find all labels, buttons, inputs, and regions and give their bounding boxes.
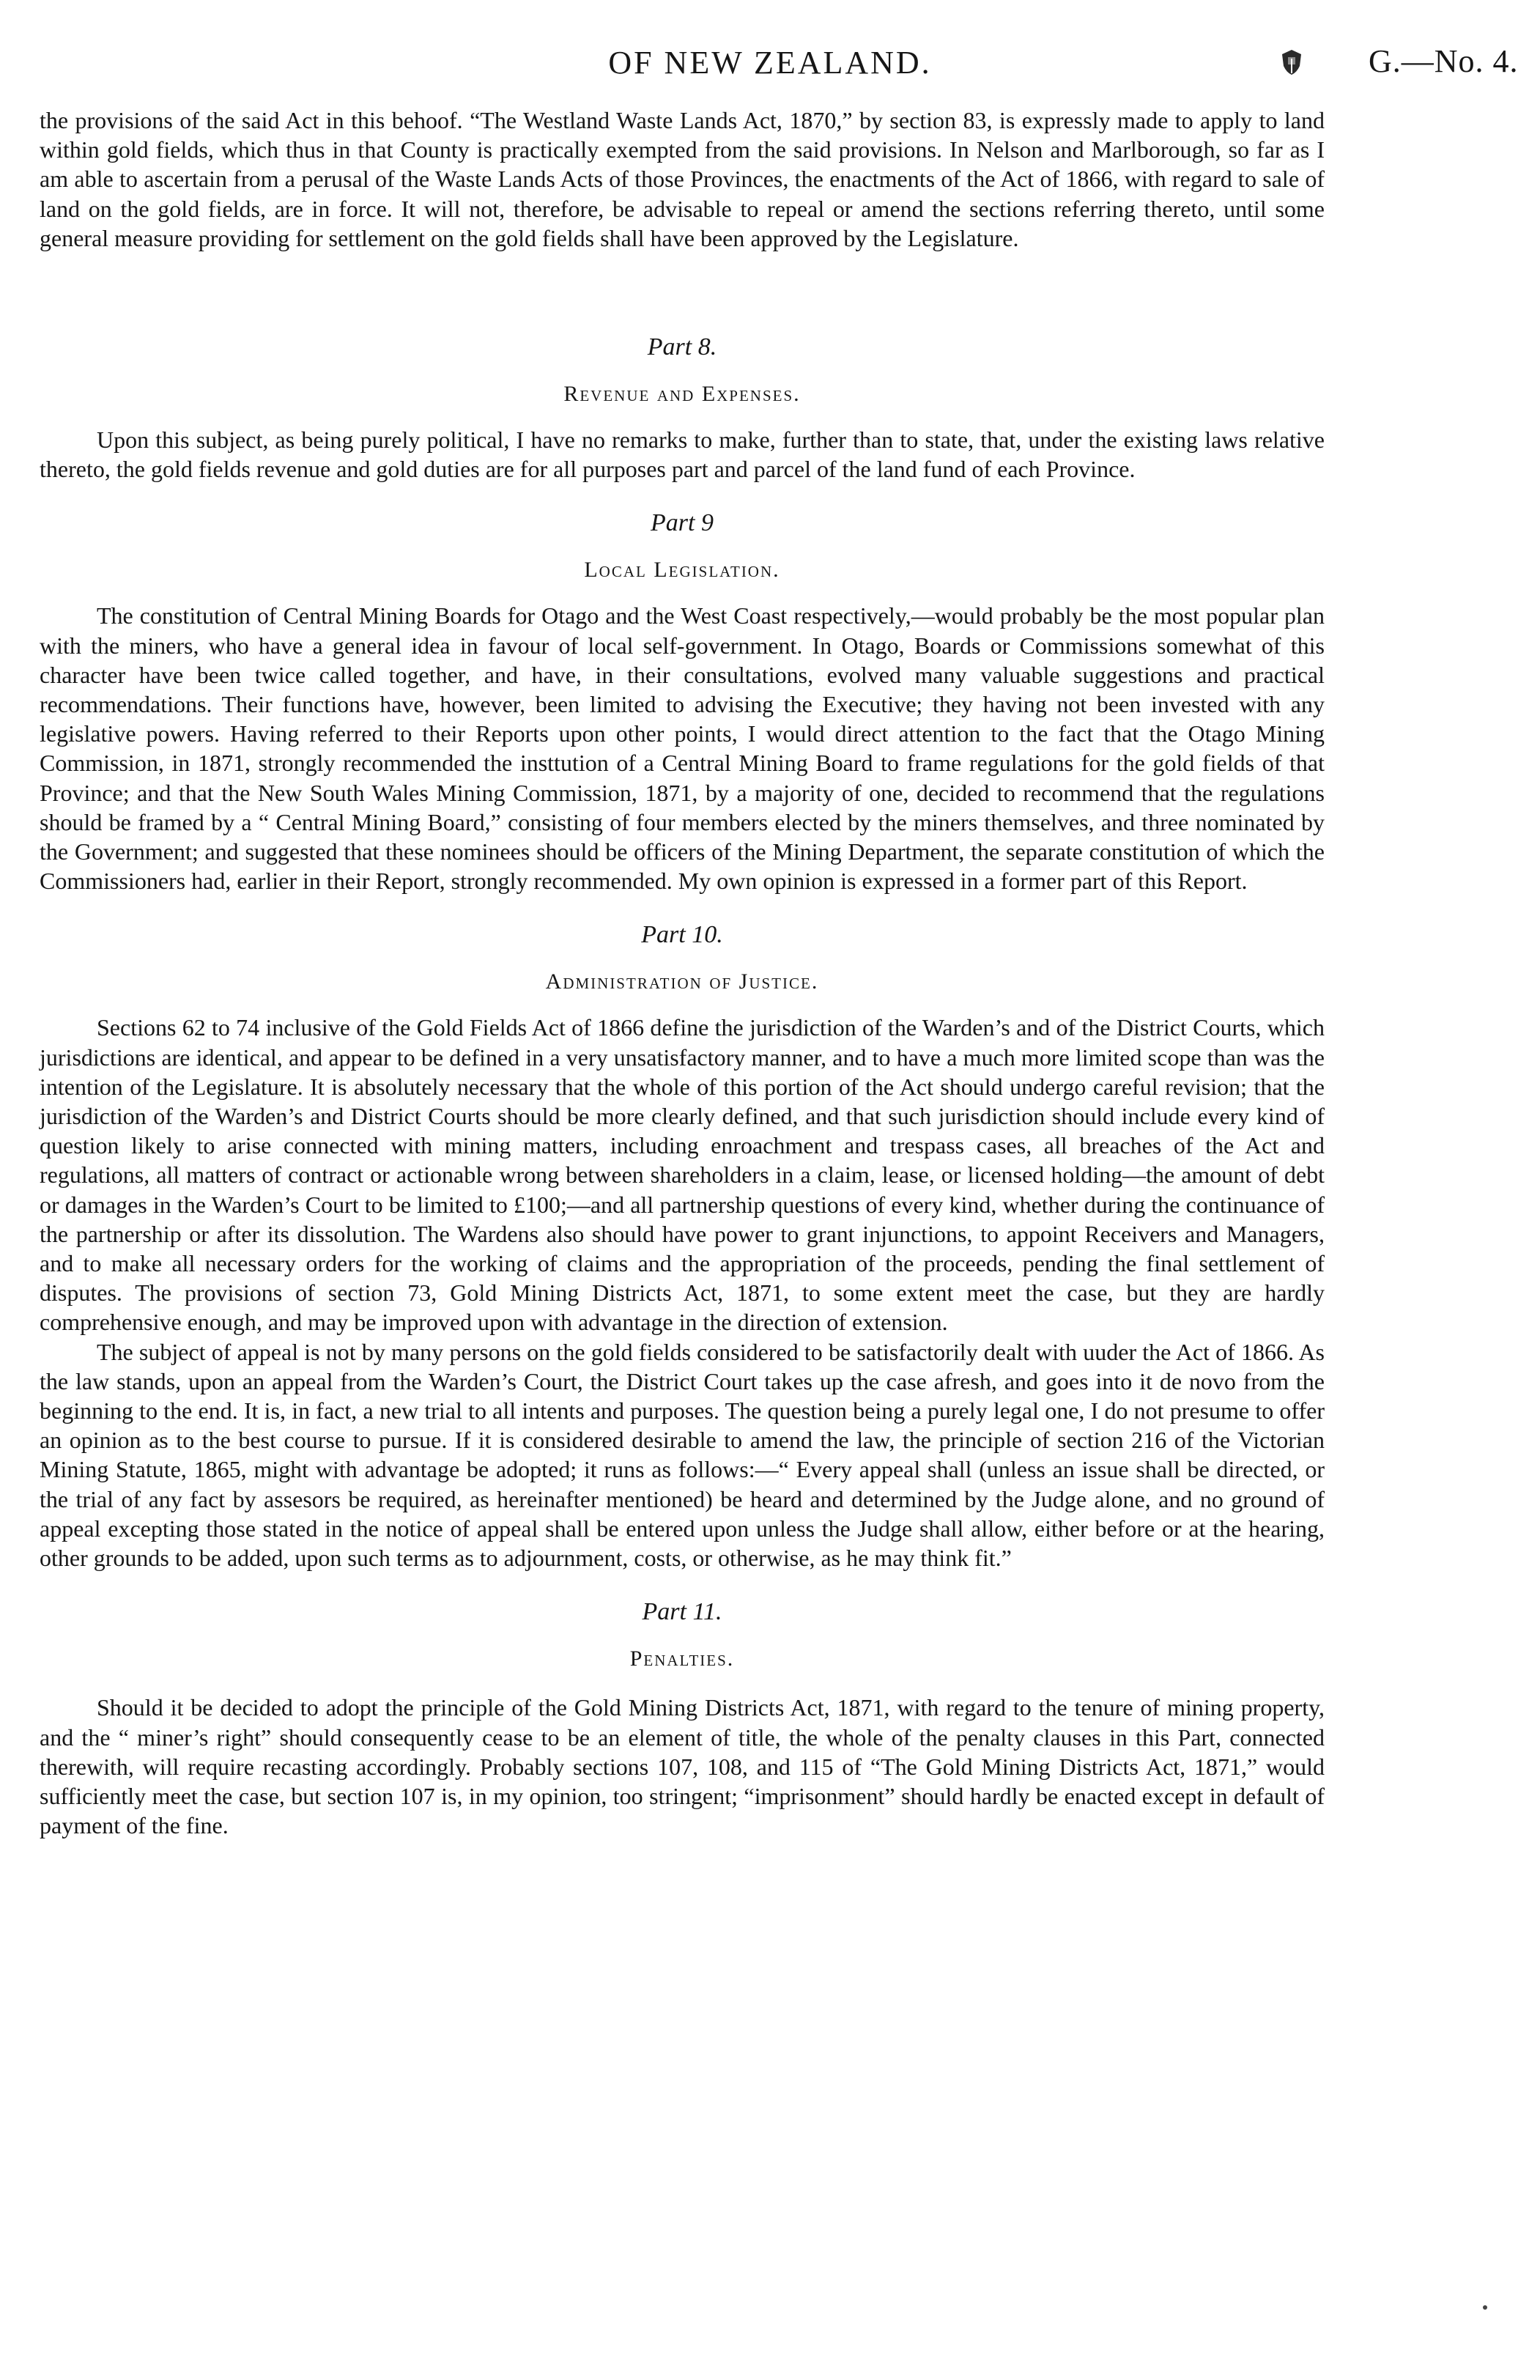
part-11-section [40,1597,1325,1840]
opening-paragraph: the provisions of the said Act in this behoof. “The Westland Waste Lands Act, 1870,” by section 83, is expressly made to apply to land within gold fields, which thus in that County is practically exempted from the said provisions. In Nelson and Marlborough, so far as I am able to ascertain from a perusal of the Waste Lands Acts of those Provinces, the enactments of the Act of 1866, with regard to sale of land on the gold fields, are in force. It will not, therefore, be advisable to repeal or amend the sections referring thereto, until some general measure providing for settlement on the gold fields shall have been approved by the Legislature. [40,107,1325,251]
part-8-heading: Revenue and Expenses. [563,382,801,406]
sessional-paper-reference: G.—No. 4. [1369,43,1519,79]
running-header-title: OF NEW ZEALAND. [608,45,932,81]
print-speck [1483,2305,1487,2310]
part-10-heading: Administration of Justice. [545,969,819,994]
body-column [40,106,1325,1840]
part-9-heading: Local Legislation. [584,558,780,583]
part-11-heading: Penalties. [629,1647,735,1671]
part-9-section [40,509,1325,895]
crest-icon [1279,48,1304,76]
part-8-paragraph: Upon this subject, as being purely political, I have no remarks to make, further than to state, that, under the existing laws relative thereto, the gold fields revenue and gold duties are for all purposes part and parcel of the land fund of each Province. [40,426,1325,483]
opening-section [40,106,1325,333]
part-10-paragraph-2: The subject of appeal is not by many persons on the gold fields considered to be satisfactorily dealt with uuder the Act of 1866. As the law stands, upon an appeal from the Warden’s Court, the District Court takes up the case afresh, and goes into it de novo from the beginning to the end. It is, in fact, a new trial to all intents and purposes. The question being a purely legal one, I do not presume to offer an opinion as to the best course to pursue. If it is considered desirable to amend the law, the principle of section 216 of the Victorian Mining Statute, 1865, might with advantage be adopted; it runs as follows:—“ Every appeal shall (unless an issue shall be directed, or the trial of any fact by assesors be required, as hereinafter mentioned) be heard and determined by the Judge alone, and no ground of appeal excepting those stated in the notice of appeal shall be entered upon unless the Judge shall allow, either before or at the hearing, other grounds to be added, upon such terms as to adjournment, costs, or otherwise, as he may think fit.” [40,1338,1325,1572]
part-10-label: Part 10. [641,921,723,949]
part-8-section [40,333,1325,484]
part-9-paragraph: The constitution of Central Mining Boards for Otago and the West Coast respectively,—would probably be the most popular plan with the miners, who have a general idea in favour of local self-government. In Otago, Boards or Commissions somewhat of this character have been twice called together, and have, in their consultations, evolved many valuable suggestions and practical recommendations. Their functions have, however, been limited to advising the Executive; they having not been invested with any legislative powers. Having referred to their Reports upon other points, I would direct attention to the fact that the Otago Mining Commission, in 1871, strongly recommended the insttution of a Central Mining Board to frame regulations for the gold fields of that Province; and that the New South Wales Mining Commission, 1871, by a majority of one, decided to recommend that the regulations should be framed by a “ Central Mining Board,” consisting of four members elected by the miners themselves, and three nominated by the Government; and suggested that these nominees should be officers of the Mining Department, the separate constitution of which the Commissioners had, earlier in their Report, strongly recommended. My own opinion is expressed in a former part of this Report. [40,602,1325,895]
part-9-label: Part 9 [651,509,714,537]
part-11-label: Part 11. [642,1598,722,1626]
part-10-section [40,920,1325,1572]
part-11-paragraph: Should it be decided to adopt the principle of the Gold Mining Districts Act, 1871, with regard to the tenure of mining property, and the “ miner’s right” should consequently cease to be an element of title, the whole of the penalty clauses in this Part, connected therewith, will require recasting accordingly. Probably sections 107, 108, and 115 of “The Gold Mining Districts Act, 1871,” would sufficiently meet the case, but section 107 is, in my opinion, too stringent; “imprisonment” should hardly be enacted except in default of payment of the fine. [40,1694,1325,1839]
part-10-paragraph-1: Sections 62 to 74 inclusive of the Gold Fields Act of 1866 define the jurisdiction of the Warden’s and of the District Courts, which jurisdictions are identical, and appear to be defined in a very unsatisfactory manner, and to have a much more limited scope than was the intention of the Legislature. It is absolutely necessary that the whole of this portion of the Act should undergo careful revision; that the jurisdiction of the Warden’s and District Courts should be more clearly defined, and that such jurisdiction should include every kind of question likely to arise connected with mining matters, including enroachment and trespass cases, all breaches of the Act and regulations, all matters of contract or actionable wrong between shareholders in a claim, lease, or licensed holding—the amount of debt or damages in the Warden’s Court to be limited to £100;—and all partnership questions of every kind, whether during the continuance of the partnership or after its dissolution. The Wardens also should have power to grant injunctions, to appoint Receivers and Managers, and to make all necessary orders for the working of claims and the appropriation of the proceeds, pending the final settlement of disputes. The provisions of section 73, Gold Mining Districts Act, 1871, to some extent meet the case, but they are hardly comprehensive enough, and may be improved upon with advantage in the direction of extension. [40,1014,1325,1336]
part-8-label: Part 8. [647,333,717,361]
